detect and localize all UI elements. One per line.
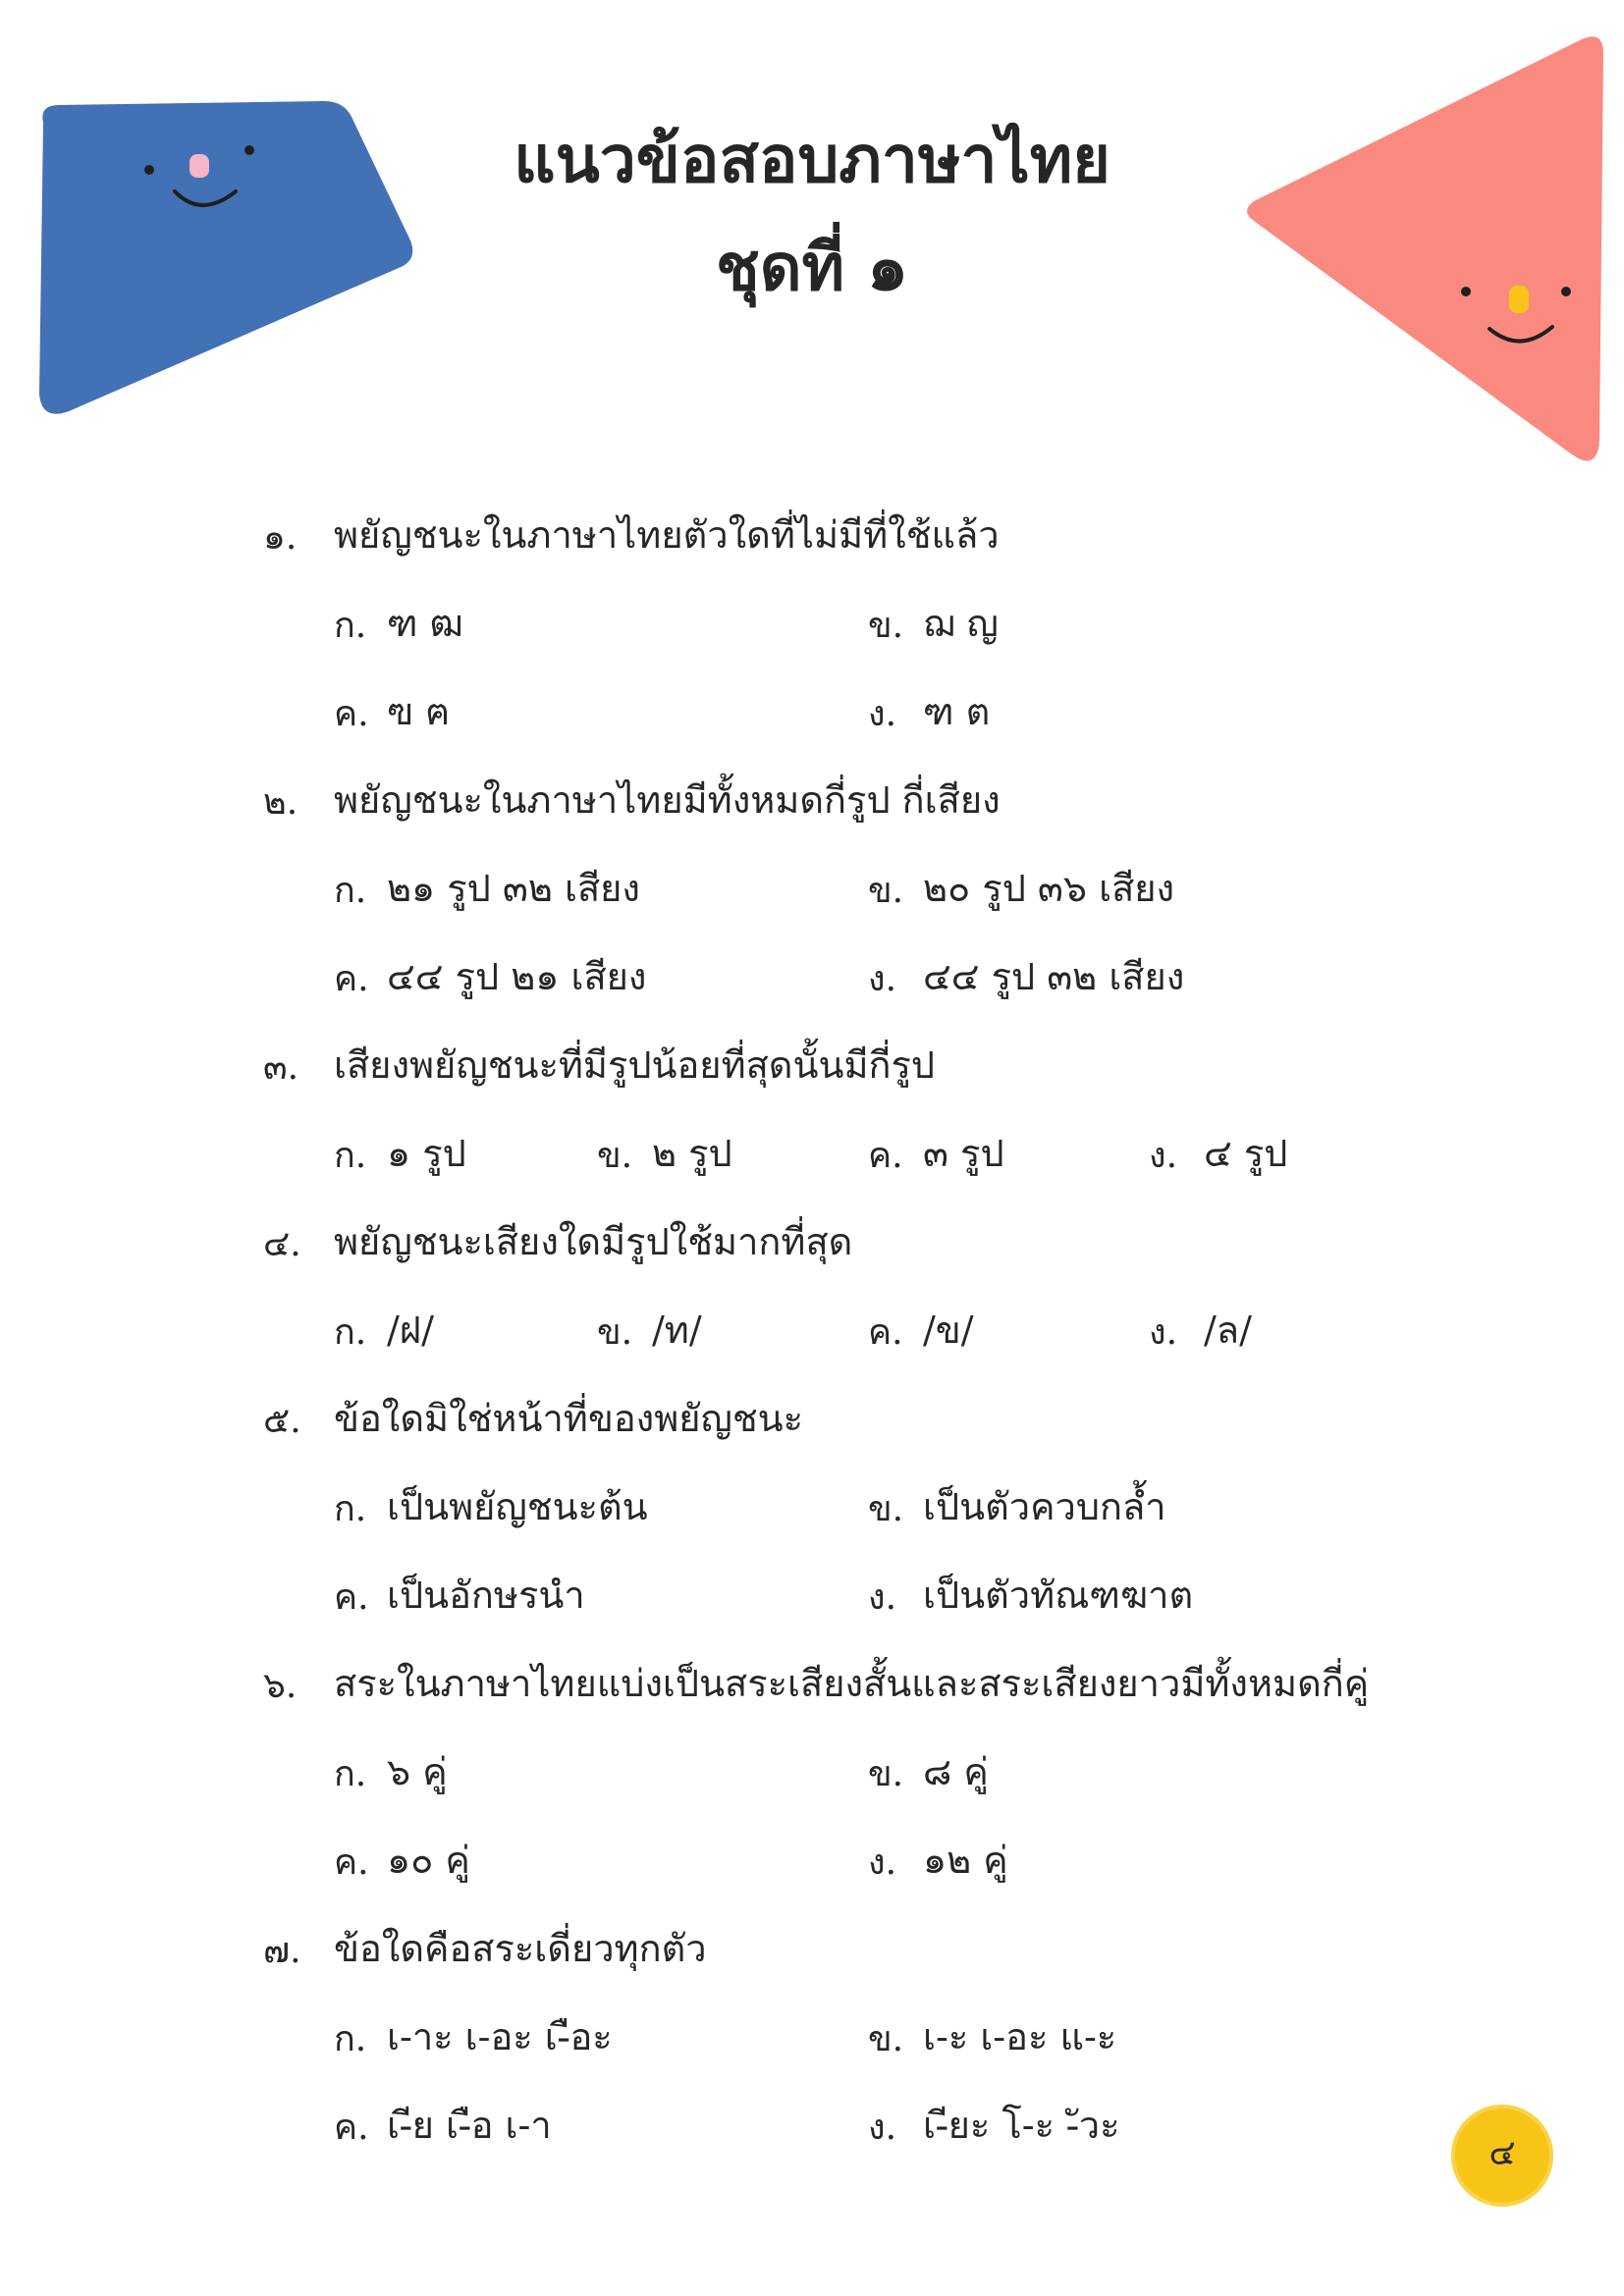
option-letter: ก. <box>334 1312 367 1353</box>
question-text: ข้อใดคือสระเดี่ยวทุกตัว <box>334 1927 707 1970</box>
option-letter: ก. <box>334 606 367 646</box>
option-text: /ท/ <box>652 1308 702 1352</box>
option-text: ๑๒ คู่ <box>923 1839 1008 1882</box>
question-number: ๑. <box>263 517 298 558</box>
option-letter: ค. <box>334 1842 369 1883</box>
option-letter: ข. <box>597 1312 633 1353</box>
option-letter: ก. <box>334 1489 367 1529</box>
option-text: เป็นตัวทัณฑฆาต <box>923 1574 1194 1617</box>
option-text: ๔๔ รูป ๒๑ เสียง <box>387 955 647 998</box>
option-letter: ค. <box>334 1577 369 1618</box>
option-letter: ก. <box>334 871 367 911</box>
option-letter: ข. <box>868 2019 904 2059</box>
option-text: เป็นอักษรนำ <box>387 1574 585 1617</box>
question-number: ๔. <box>263 1224 301 1264</box>
option-text: ฑ ต <box>923 690 991 733</box>
option-letter: ก. <box>334 1754 367 1794</box>
option-text: ๑๐ คู่ <box>387 1839 470 1882</box>
option-text: ๒๐ รูป ๓๖ เสียง <box>923 867 1175 910</box>
option-text: /ล/ <box>1204 1308 1252 1352</box>
option-text: เ-ียะ โ-ะ -ัวะ <box>923 2104 1120 2147</box>
question-number: ๗. <box>263 1931 301 1971</box>
option-text: เ-ีย เ-ือ เ-า <box>387 2104 552 2147</box>
option-letter: ค. <box>334 2108 369 2148</box>
option-letter: ข. <box>868 1754 904 1794</box>
question-number: ๖. <box>263 1666 298 1706</box>
page-subtitle: ชุดที่ ๑ <box>715 230 909 305</box>
option-text: ๒ รูป <box>652 1132 732 1175</box>
question-text: พยัญชนะเสียงใดมีรูปใช้มากที่สุด <box>334 1220 853 1263</box>
option-text: ๓ รูป <box>923 1132 1004 1175</box>
option-text: ๑ รูป <box>387 1132 466 1175</box>
option-text: เป็นพยัญชนะต้น <box>387 1485 648 1528</box>
option-letter: ง. <box>1149 1312 1178 1353</box>
option-text: /ฝ/ <box>387 1308 434 1352</box>
option-text: ๖ คู่ <box>387 1750 448 1793</box>
option-text: เ-ะ เ-อะ แ-ะ <box>923 2015 1117 2058</box>
option-letter: ข. <box>868 1489 904 1529</box>
option-letter: ง. <box>868 694 897 734</box>
option-text: เ-าะ เ-อะ เ-ือะ <box>387 2015 613 2058</box>
page-title: แนวข้อสอบภาษาไทย <box>514 122 1110 197</box>
option-text: ฑ ฒ <box>387 602 463 645</box>
option-letter: ข. <box>868 606 904 646</box>
option-letter: ค. <box>868 1312 903 1353</box>
option-text: ๔๔ รูป ๓๒ เสียง <box>923 955 1185 998</box>
option-letter: ง. <box>868 1577 897 1618</box>
option-text: /ข/ <box>923 1308 974 1352</box>
option-letter: ข. <box>868 871 904 911</box>
option-letter: ง. <box>868 1842 897 1883</box>
question-text: เสียงพยัญชนะที่มีรูปน้อยที่สุดนั้นมีกี่รูป <box>334 1043 936 1087</box>
option-text: ๔ รูป <box>1204 1132 1288 1175</box>
option-text: ฌ ญ <box>923 602 999 645</box>
option-text: ๘ คู่ <box>923 1750 989 1793</box>
option-letter: ง. <box>868 959 897 999</box>
option-letter: ง. <box>868 2108 897 2148</box>
question-text: พยัญชนะในภาษาไทยตัวใดที่ไม่มีที่ใช้แล้ว <box>334 513 1000 557</box>
option-text: ฃ ฅ <box>387 690 451 733</box>
option-text: เป็นตัวควบกล้ำ <box>923 1485 1166 1528</box>
option-letter: ค. <box>868 1136 903 1176</box>
option-letter: ก. <box>334 1136 367 1176</box>
option-letter: ค. <box>334 959 369 999</box>
option-letter: ก. <box>334 2019 367 2059</box>
option-letter: ข. <box>597 1136 633 1176</box>
question-text: สระในภาษาไทยแบ่งเป็นสระเสียงสั้นและสระเสียงยาวมีทั้งหมดกี่คู่ <box>334 1662 1370 1705</box>
question-number: ๓. <box>263 1047 299 1088</box>
option-letter: ง. <box>1149 1136 1178 1176</box>
question-text: พยัญชนะในภาษาไทยมีทั้งหมดกี่รูป กี่เสียง <box>334 778 1001 822</box>
question-number: ๕. <box>263 1401 301 1441</box>
question-text: ข้อใดมิใช่หน้าที่ของพยัญชนะ <box>334 1397 804 1440</box>
option-letter: ค. <box>334 694 369 734</box>
option-text: ๒๑ รูป ๓๒ เสียง <box>387 867 640 910</box>
page-number: ๔ <box>1489 2133 1516 2173</box>
question-number: ๒. <box>263 782 298 823</box>
